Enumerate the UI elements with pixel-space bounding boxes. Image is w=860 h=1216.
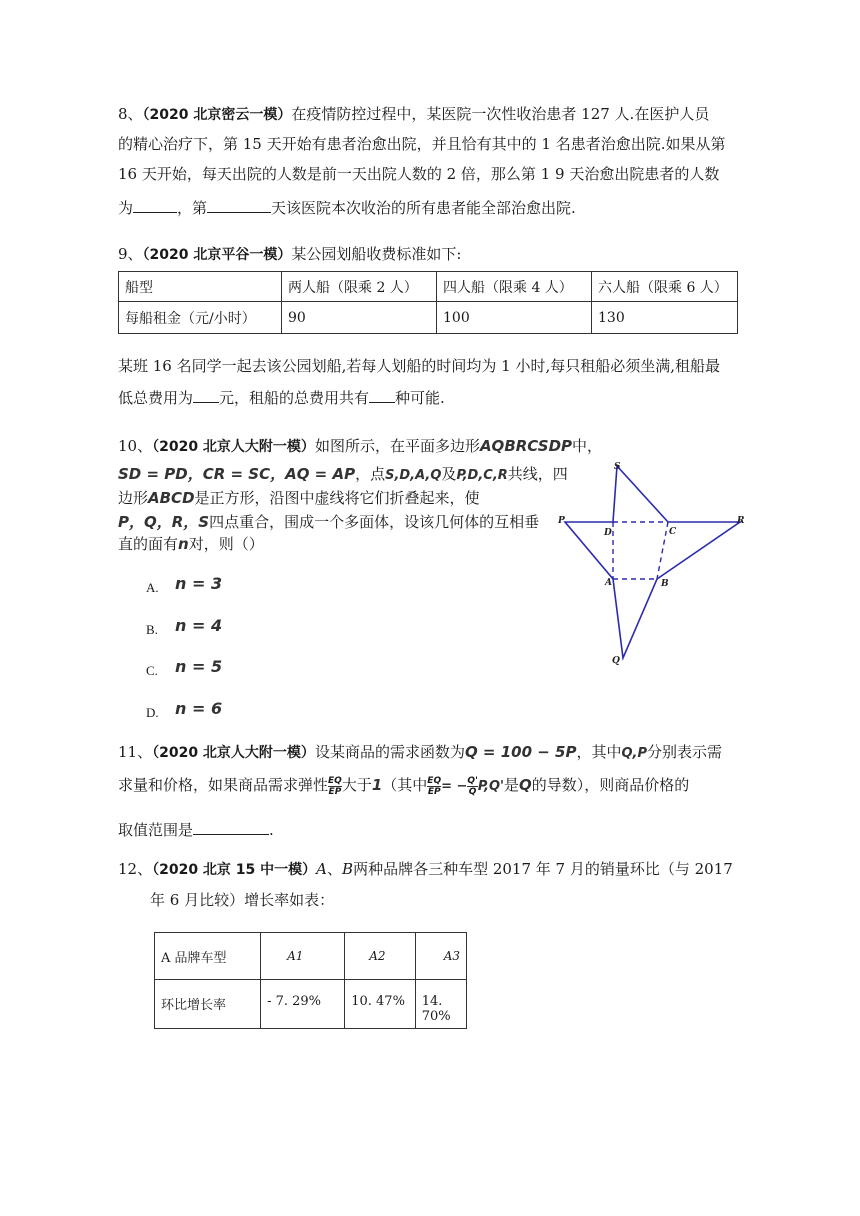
q8-answer-blank-1[interactable] (133, 196, 177, 213)
q9-fee-table (118, 271, 738, 334)
q11-line-2 (118, 775, 689, 797)
point-label-a: A (605, 578, 612, 588)
q12-table-header-row (155, 933, 467, 980)
q10-text-1b: 中， (572, 437, 603, 455)
q10-number: 10、 (118, 437, 153, 455)
q12-growth-table (154, 932, 467, 1029)
q9-table-cell: 两人船（限乘 2 人） (282, 272, 437, 302)
q9-source: （2020 北京平谷一模） (142, 247, 292, 263)
option-letter: A. (146, 580, 159, 595)
q9-table-cell: 四人船（限乘 4 人） (437, 272, 592, 302)
q12-brand-b: B (342, 860, 354, 878)
q9-number: 9、 (118, 245, 143, 263)
option-value: n = 3 (175, 574, 223, 593)
q8-line-3: 16 天开始，每天出院的人数是前一天出院人数的 2 倍，那么第 1 9 天治愈出院患者的人数 (118, 165, 720, 183)
q10-text-5a: 直的面有 (118, 535, 179, 553)
q12-text-1d: 两种品牌各三种车型 2017 年 7 月的销量环比（与 2017 (353, 860, 733, 878)
option-value: n = 4 (175, 616, 223, 635)
q8-text-1: 在疫情防控过程中，某医院一次性收治患者 127 人.在医护人员 (291, 105, 710, 123)
q12-table-cell: A 品牌车型 (155, 933, 261, 980)
point-label-c: C (669, 527, 677, 537)
q10-text-3a: 边形 (118, 489, 149, 507)
point-label-r: R (737, 516, 745, 526)
q11-equals-minus: = − (441, 779, 468, 794)
q11-line-3 (118, 818, 274, 840)
q10-source: （2020 北京人大附一模） (152, 439, 315, 455)
q10-points-2: P,D,C,R (456, 468, 508, 483)
q11-text-3b: . (269, 821, 274, 839)
q10-n-symbol: n (178, 535, 189, 553)
q9-text-2c: 种可能. (395, 389, 445, 407)
q9-intro: 某公园划船收费标准如下: (291, 245, 462, 263)
option-letter: D. (146, 705, 159, 720)
q12-brand-a: A (316, 860, 328, 878)
q8-answer-blank-2[interactable] (207, 196, 271, 213)
option-value: n = 5 (175, 657, 223, 676)
q11-line-1 (118, 742, 722, 764)
q8-number: 8、 (118, 105, 143, 123)
q10-text-3b: 是正方形，沿图中虚线将它们折叠起来，使 (194, 489, 480, 507)
q11-source: （2020 北京人大附一模） (152, 745, 315, 761)
q9-table-cell: 100 (437, 302, 592, 334)
q9-table-row (119, 302, 738, 334)
q10-text-1a: 如图所示，在平面多边形 (314, 437, 480, 455)
q11-demand-function: Q = 100 − 5P (464, 743, 577, 761)
fraction-denominator: EP (328, 786, 342, 797)
q11-text-2b: 大于 (341, 776, 372, 794)
fraction-denominator: Q (468, 786, 477, 797)
q12-text-1b: 、 (327, 860, 343, 878)
q9-table-cell: 每船租金（元/小时） (119, 302, 282, 334)
q9-table-cell: 六人船（限乘 6 人） (592, 272, 738, 302)
q11-text-1c: 分别表示需 (647, 743, 723, 761)
fraction-numerator: EQ (427, 775, 442, 786)
q10-points-3: P，Q，R，S (118, 513, 210, 531)
q10-line-3 (118, 488, 480, 508)
q12-table-cell: - 7. 29% (261, 980, 345, 1029)
q12-table-cell: 环比增长率 (155, 980, 261, 1029)
point-label-b: B (661, 579, 669, 589)
q12-table-cell: 14. 70% (415, 980, 466, 1029)
q11-variables: Q,P (621, 746, 648, 761)
q10-dashed-fold-lines (613, 522, 668, 579)
q9-table-cell: 船型 (119, 272, 282, 302)
point-label-d: D (604, 528, 612, 538)
point-label-p: P (558, 516, 565, 526)
fraction-numerator: EQ (328, 775, 342, 786)
q10-text-4a: 四点重合，围成一个多面体，设该几何体的互相垂 (209, 513, 540, 531)
q10-text-2a: ，点 (355, 465, 386, 483)
q12-line-1 (118, 859, 733, 880)
q12-source: （2020 北京 15 中一模） (152, 862, 317, 878)
q10-points-1: S,D,A,Q (385, 468, 442, 483)
q11-p-qprime: P,Q' (477, 779, 504, 794)
point-label-s: S (614, 462, 621, 472)
q10-line-4 (118, 512, 539, 532)
q10-square-name: ABCD (148, 489, 195, 507)
q9-table-cell: 90 (282, 302, 437, 334)
q10-polygon-figure (555, 455, 755, 670)
q8-text-4b: ，第 (177, 199, 208, 217)
q9-line-3 (118, 386, 445, 408)
q10-polygon-name: AQBRCSDP (479, 437, 573, 455)
option-letter: C. (146, 663, 158, 678)
q10-text-2c: 共线，四 (507, 465, 568, 483)
option-letter: B. (146, 622, 158, 637)
q9-table-header-row (119, 272, 738, 302)
q9-answer-blank-2[interactable] (369, 386, 395, 403)
q11-text-1b: ，其中 (576, 743, 622, 761)
q8-line-1 (118, 104, 709, 125)
q10-text-5b: 对，则（） (188, 535, 264, 553)
q9-answer-blank-1[interactable] (193, 386, 219, 403)
point-label-q: Q (612, 656, 620, 666)
q11-number: 11、 (118, 743, 153, 761)
q10-line-2 (118, 464, 568, 486)
q11-one: 1 (371, 776, 383, 794)
q10-equalities: SD = PD，CR = SC，AQ = AP (118, 465, 356, 483)
q11-q-symbol: Q (519, 776, 532, 794)
q11-text-2e: 是 (503, 776, 519, 794)
q11-text-2a: 求量和价格，如果商品需求弹性 (118, 776, 329, 794)
q11-text-1a: 设某商品的需求函数为 (314, 743, 465, 761)
q10-text-2b: 及 (441, 465, 457, 483)
q10-line-5 (118, 534, 264, 554)
fraction-numerator: Q' (467, 775, 478, 786)
q9-line-2: 某班 16 名同学一起去该公园划船,若每人划船的时间均为 1 小时,每只租船必须坐满,租船最 (118, 357, 721, 375)
q8-text-4c: 天该医院本次收治的所有患者能全部治愈出院. (271, 199, 576, 217)
q12-line-2: 年 6 月比较）增长率如表： (150, 891, 335, 909)
q8-source: （2020 北京密云一模） (142, 107, 292, 123)
q11-text-2c: （其中 (382, 776, 428, 794)
q12-table-cell: A2 (345, 933, 415, 980)
q9-line-1 (118, 244, 461, 265)
q9-text-2b: 元，租船的总费用共有 (219, 389, 370, 407)
q11-text-2f: 的导数），则商品价格的 (531, 776, 690, 794)
option-value: n = 6 (175, 699, 223, 718)
q10-line-1 (118, 436, 602, 457)
q12-table-cell: 10. 47% (345, 980, 415, 1029)
q12-table-row (155, 980, 467, 1029)
q8-line-4 (118, 196, 576, 218)
q8-line-2: 的精心治疗下，第 15 天开始有患者治愈出院，并且恰有其中的 1 名患者治愈出院.如果从第 (118, 135, 726, 153)
q11-elasticity-fraction (328, 776, 342, 797)
q12-table-cell: A3 (415, 933, 466, 980)
q12-table-cell: A1 (261, 933, 345, 980)
q12-number: 12、 (118, 860, 153, 878)
q9-table-cell: 130 (592, 302, 738, 334)
q11-answer-blank[interactable] (193, 818, 269, 835)
q8-text-4a: 为 (118, 199, 134, 217)
q11-elasticity-fraction-2 (427, 776, 441, 797)
q9-text-2a: 低总费用为 (118, 389, 194, 407)
fraction-denominator: EP (427, 786, 441, 797)
q11-text-3a: 取值范围是 (118, 821, 194, 839)
q11-derivative-fraction (467, 776, 477, 797)
q10-solid-outline (565, 466, 740, 658)
